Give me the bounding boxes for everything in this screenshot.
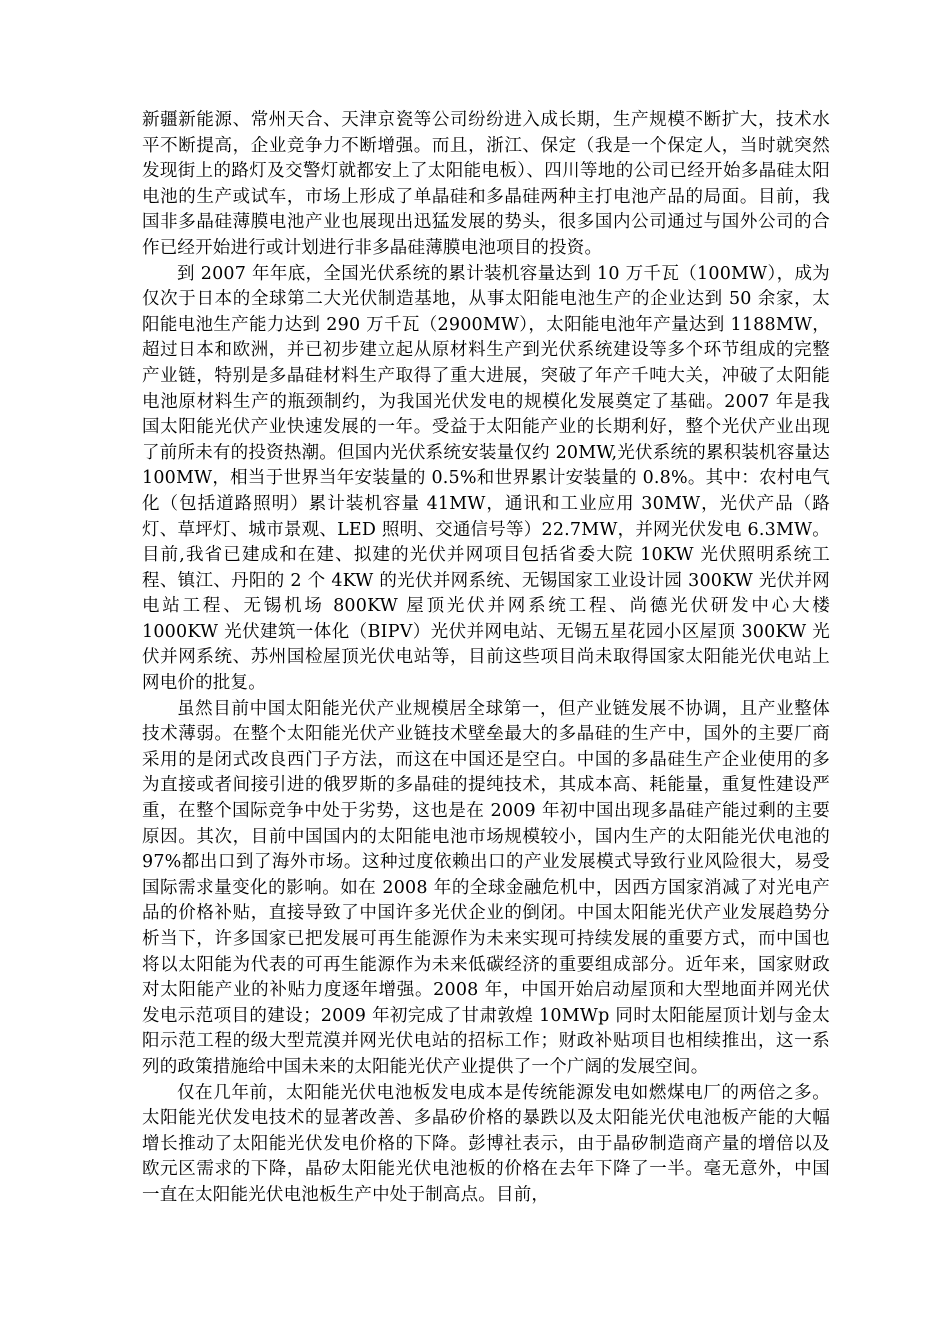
paragraph-2: 到 2007 年年底，全国光伏系统的累计装机容量达到 10 万千瓦（100MW），成为仅次于日本的全球第二大光伏制造基地，从事太阳能电池生产的企业达到 50 余家，太阳能电池生产能力达到 290 万千瓦（2900MW），太阳能电池年产量达到 1188MW，超过日本和欧洲，并已初步建立起从原材料生产到光伏系统建设等多个环节组成的完整产业链，特别是多晶硅材料生产取得了重大进展，突破了年产千吨大关，冲破了太阳能电池原材料生产的瓶颈制约，为我国光伏发电的规模化发展奠定了基础。2007 年是我国太阳能光伏产业快速发展的一年。受益于太阳能产业的长期利好，整个光伏产业出现了前所未有的投资热潮。但国内光伏系统安装量仅约 20MW,光伏系统的累积装机容量达 100MW，相当于世界当年安装量的 0.5%和世界累计安装量的 0.8%。其中：农村电气化（包括道路照明）累计装机容量 41MW，通讯和工业应用 30MW，光伏产品（路灯、草坪灯、城市景观、LED 照明、交通信号等）22.7MW，并网光伏发电 6.3MW。目前,我省已建成和在建、拟建的光伏并网项目包括省委大院 10KW 光伏照明系统工程、镇江、丹阳的 2 个 4KW 的光伏并网系统、无锡国家工业设计园 300KW 光伏并网电站工程、无锡机场 800KW 屋顶光伏并网系统工程、尚德光伏研发中心大楼 1000KW 光伏建筑一体化（BIPV）光伏并网电站、无锡五星花园小区屋顶 300KW 光伏并网系统、苏州国检屋顶光伏电站等，目前这些项目尚未取得国家太阳能光伏电站上网电价的批复。 [142,263,831,694]
paragraph-4: 仅在几年前，太阳能光伏电池板发电成本是传统能源发电如燃煤电厂的两倍之多。太阳能光伏发电技术的显著改善、多晶矽价格的暴跌以及太阳能光伏电池板产能的大幅增长推动了太阳能光伏发电价格的下降。彭博社表示，由于晶矽制造商产量的增倍以及欧元区需求的下降，晶矽太阳能光伏电池板的价格在去年下降了一半。毫无意外，中国一直在太阳能光伏电池板生产中处于制高点。目前， [142,1082,830,1205]
paragraph-3: 虽然目前中国太阳能光伏产业规模居全球第一，但产业链发展不协调，且产业整体技术薄弱。在整个太阳能光伏产业链技术壁垒最大的多晶硅的生产中，国外的主要厂商采用的是闭式改良西门子方法，而这在中国还是空白。中国的多晶硅生产企业使用的多为直接或者间接引进的俄罗斯的多晶硅的提纯技术，其成本高、耗能量，重复性建设严重，在整个国际竞争中处于劣势，这也是在 2009 年初中国出现多晶硅产能过剩的主要原因。其次，目前中国国内的太阳能电池市场规模较小，国内生产的太阳能光伏电池的 97%都出口到了海外市场。这种过度依赖出口的产业发展模式导致行业风险很大，易受国际需求量变化的影响。如在 2008 年的全球金融危机中，因西方国家消减了对光电产品的价格补贴，直接导致了中国许多光伏企业的倒闭。中国太阳能光伏产业发展趋势分析当下，许多国家已把发展可再生能源作为未来实现可持续发展的重要方式，而中国也将以太阳能为代表的可再生能源作为未来低碳经济的重要组成部分。近年来，国家财政对太阳能产业的补贴力度逐年增强。2008 年，中国开始启动屋顶和大型地面并网光伏发电示范项目的建设；2009 年初完成了甘肃敦煌 10MWp 同时太阳能屋顶计划与金太阳示范工程的级大型荒漠并网光伏电站的招标工作；财政补贴项目也相续推出，这一系列的政策措施给中国未来的太阳能光伏产业提供了一个广阔的发展空间。 [142,698,830,1077]
paragraph-1: 新疆新能源、常州天合、天津京瓷等公司纷纷进入成长期，生产规模不断扩大，技术水平不断提高，企业竞争力不断增强。而且，浙江、保定（我是一个保定人，当时就突然发现街上的路灯及交警灯就都安上了太阳能电板）、四川等地的公司已经开始多晶硅太阳电池的生产或试车，市场上形成了单晶硅和多晶硅两种主打电池产品的局面。目前，我国非多晶硅薄膜电池产业也展现出迅猛发展的势头，很多国内公司通过与国外公司的合作已经开始进行或计划进行非多晶硅薄膜电池项目的投资。 [142,110,830,258]
document-page [142,108,830,1209]
